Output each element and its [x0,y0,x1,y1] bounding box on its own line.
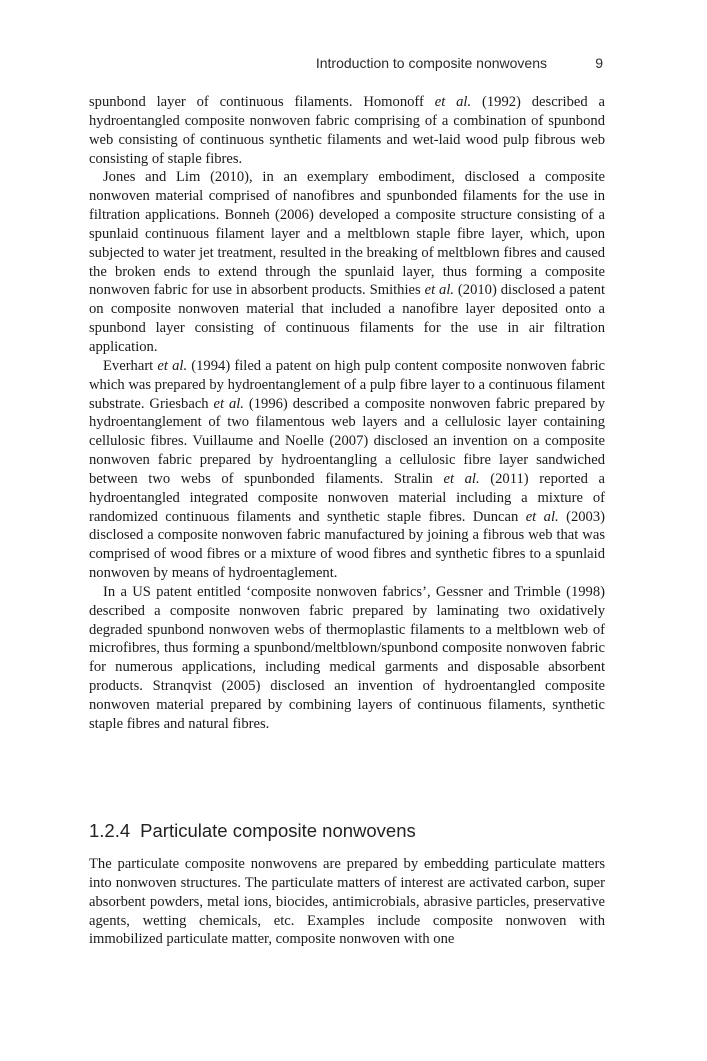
text-run: In a US patent entitled ‘composite nonwoven fabrics’, Gessner and Trimble (1998) described a composite nonwoven fabric prepared by laminating two oxidatively degraded spunbond nonwoven webs of thermoplastic filaments to a meltblown web of microfibres, thus forming a spunbond/meltblown/spunbond composite nonwoven fabric for numerous applications, including medical garments and disposable absorbent products. Stranqvist (2005) disclosed an invention of hydroentangled composite nonwoven material prepared by combining layers of continuous filaments, synthetic staple fibres and natural fibres. [89,583,605,732]
text-run: (1992) described a hydroentangled composite nonwoven fabric comprising of a combination of spunbond web consisting of continuous synthetic filaments and wet-laid wood pulp fibrous web consisting of staple fibres. [89,94,606,167]
text-run: (1994) filed a patent on high pulp content composite nonwoven fabric which was prepared by hydroentanglement of a pulp fibre layer to a continuous filament substrate. Griesbach [89,357,605,412]
italic-text: et al. [525,508,559,525]
text-run: (2010) disclosed a patent on composite nonwoven material that included a nanofibre layer deposited onto a spunbond layer consisting of continuous filaments for the use in air filtration application. [89,282,605,355]
italic-text: et al. [213,395,244,412]
italic-text: et al. [443,470,480,487]
section-body-text [89,855,605,949]
section-title: Particulate composite nonwovens [140,820,416,841]
text-run: Jones and Lim (2010), in an exemplary embodiment, disclosed a composite nonwoven material comprised of nanofibres and spunbonded filaments for the use in filtration applications. Bonneh (2006) developed a composite structure consisting of a spunlaid continuous filament layer and a meltblown staple fibre layer, which, upon subjected to water jet treatment, resulted in the breaking of meltblown fibres and caused the broken ends to extend through the spunlaid layer, thus forming a composite nonwoven fabric for use in absorbent products. Smithies [89,169,605,299]
running-header [89,55,605,75]
paragraph [89,168,605,356]
italic-text: et al. [424,282,455,299]
chapter-title: Introduction to composite nonwovens [315,55,547,71]
paragraph [89,357,605,583]
section-number: 1.2.4 [89,820,131,841]
paragraph: The particulate composite nonwovens are prepared by embedding particulate matters into nonwoven structures. The particulate matters of interest are activated carbon, super absorbent powders, metal ions, biocides, antimicrobials, abrasive particles, preservative agents, wetting chemicals, etc. Examples include composite nonwoven with immobilized particulate matter, composite nonwoven with one [89,856,605,948]
body-text [89,93,605,734]
page-number: 9 [595,55,603,71]
paragraph [89,93,605,168]
text-run: Everhart [103,357,158,374]
italic-text: et al. [434,94,472,110]
text-run: (2003) disclosed a composite nonwoven fabric manufactured by joining a fibrous web that was comprised of wood fibres or a mixture of wood fibres and synthetic fibres to a spunlaid nonwoven by means of hydroentaglement. [89,508,605,582]
text-run: spunbond layer of continuous filaments. Homonoff [89,94,435,110]
paragraph [89,583,605,734]
section-heading [89,819,605,843]
text-run: (1996) described a composite nonwoven fabric prepared by hydroentanglement of two filamentous web layers and a cellulosic layer containing cellulosic fibres. Vuillaume and Noelle (2007) disclosed an invention on a composite nonwoven fabric prepared by hydroentangling a cellulosic fibre layer sandwiched between two webs of spunbonded filaments. Stralin [89,395,606,487]
text-run: (2011) reported a hydroentangled integrated composite nonwoven material including a mixture of randomized continuous filaments and synthetic staple fibres. Duncan [89,470,605,525]
italic-text: et al. [157,357,188,374]
